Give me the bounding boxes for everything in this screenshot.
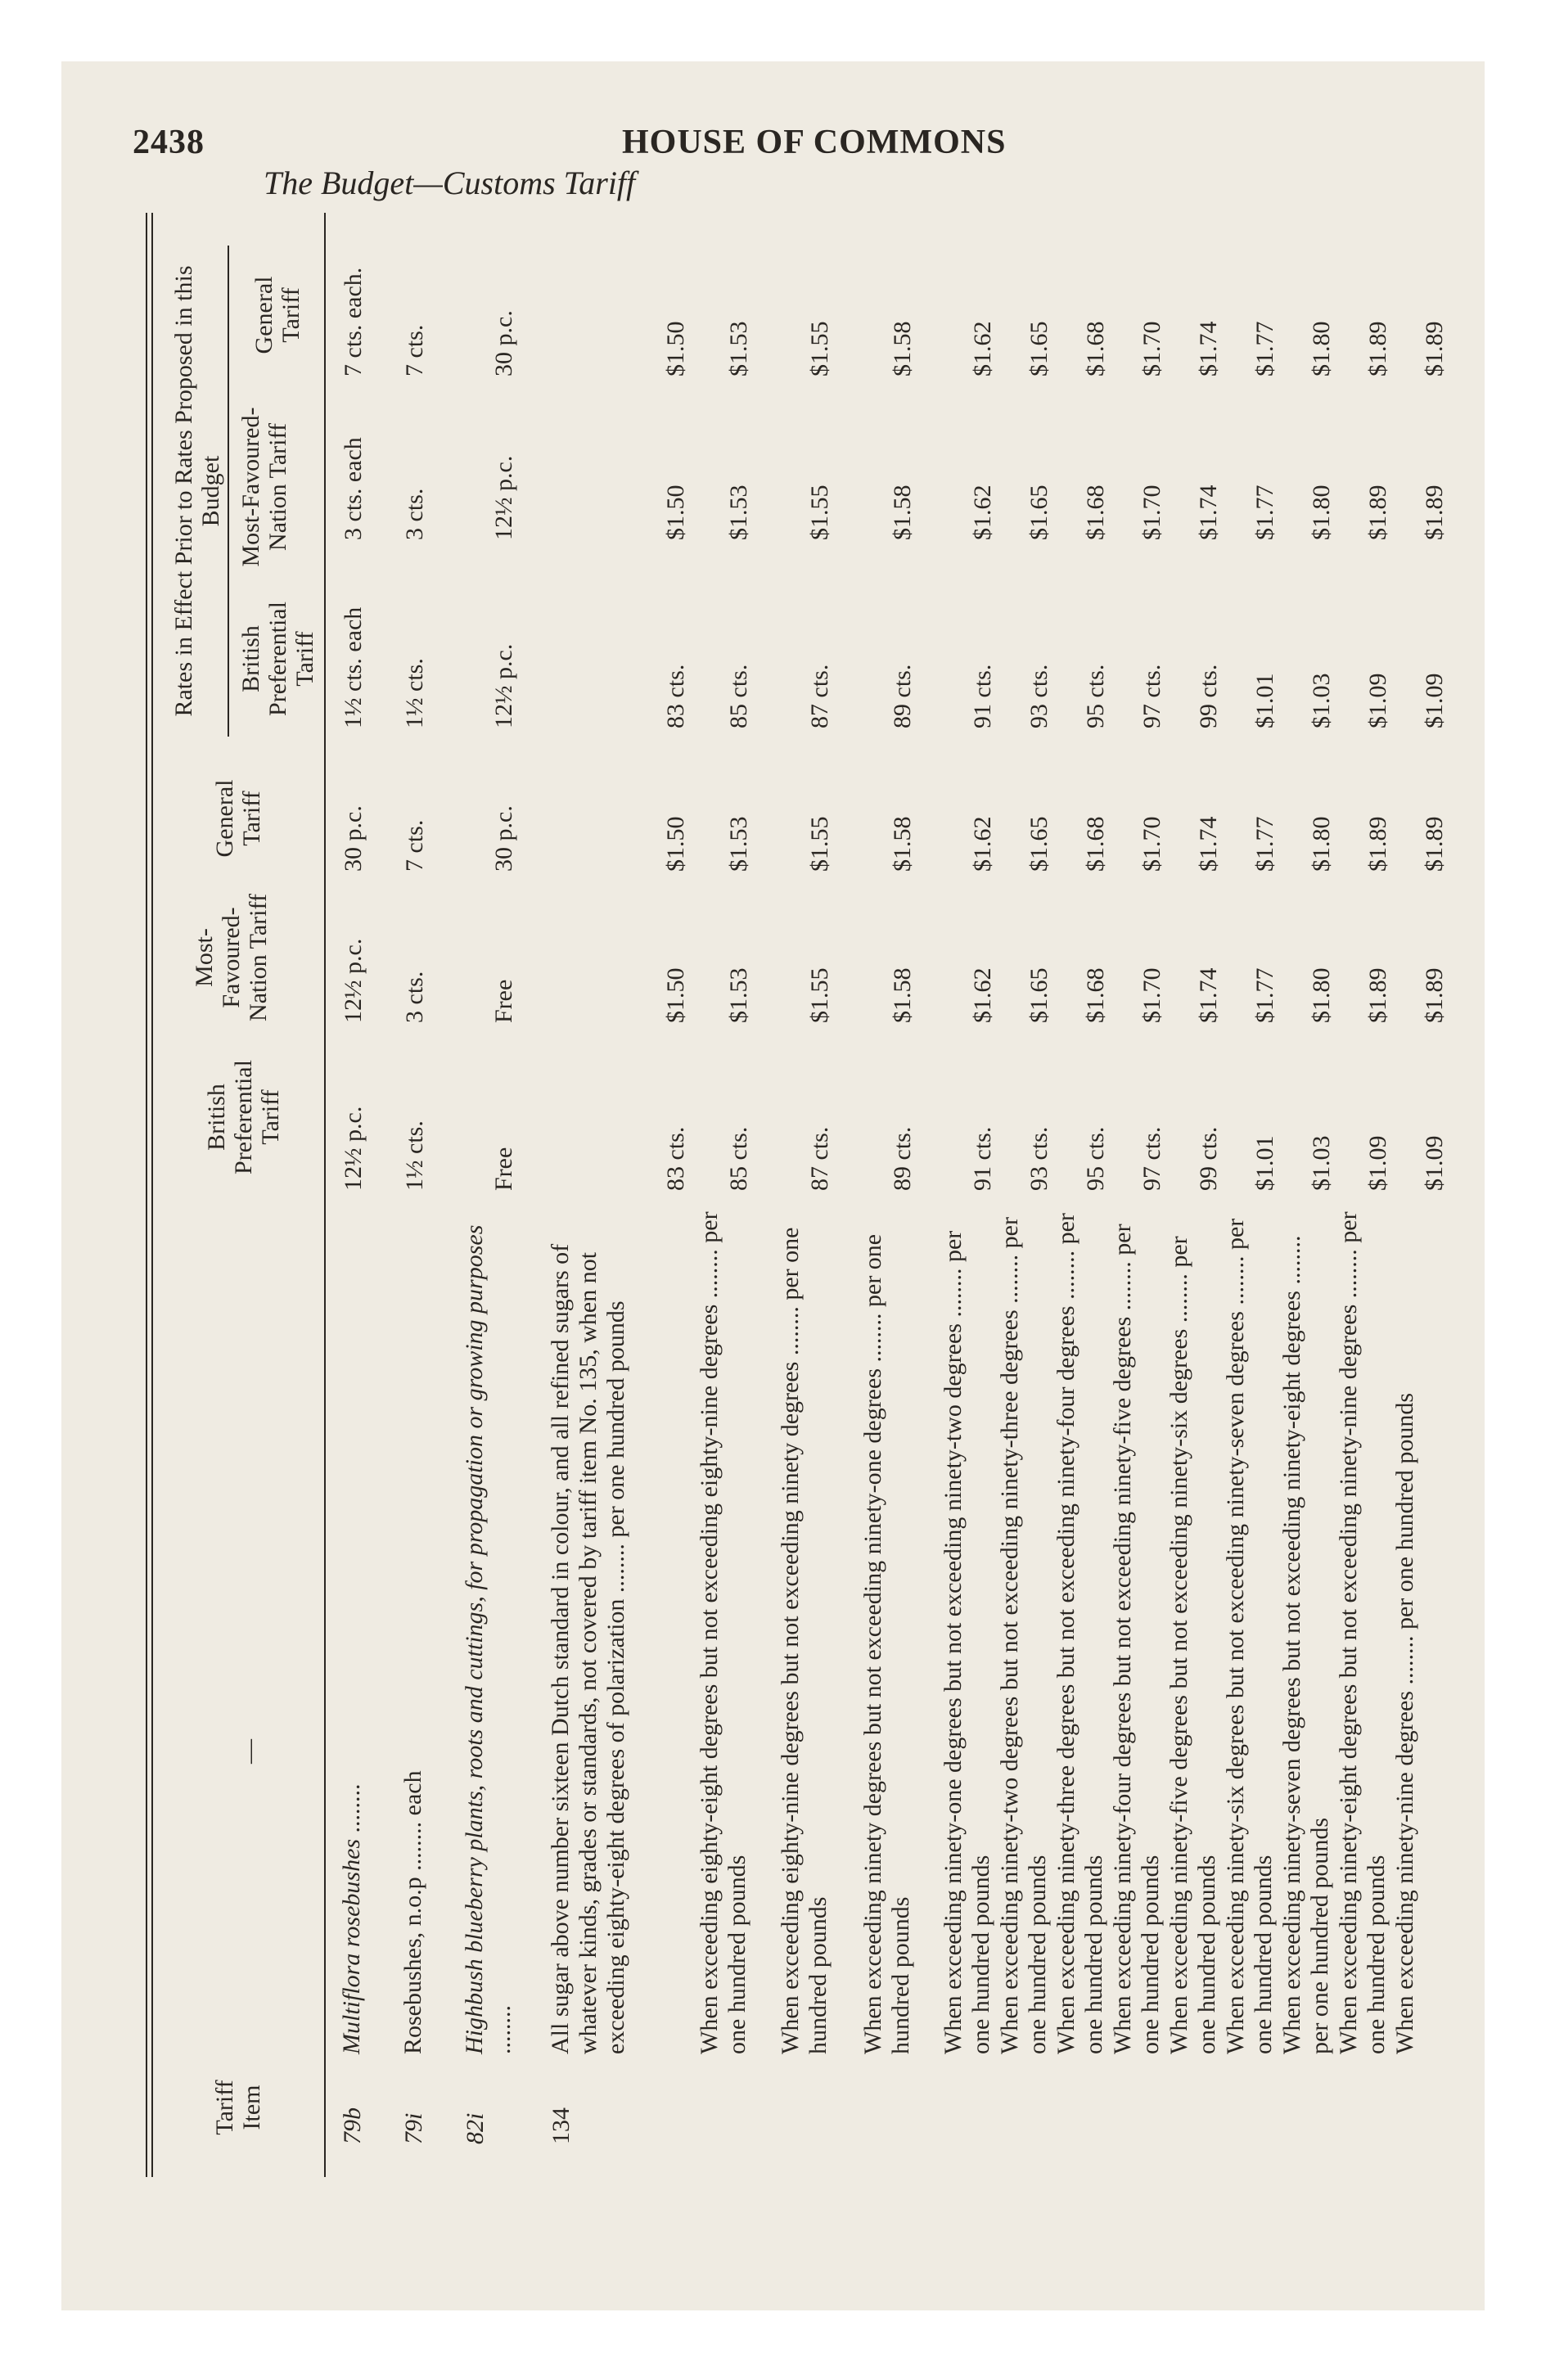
cell-gen: 7 cts. <box>401 819 428 872</box>
header-prior-mfn: Most-Favoured-Nation Tariff <box>237 407 291 567</box>
cell-bp: 91 cts. <box>969 1126 996 1191</box>
cell-gen: $1.53 <box>725 816 752 872</box>
cell-prior-bp: 87 cts. <box>806 664 833 728</box>
cell-mfn: $1.50 <box>662 967 689 1023</box>
cell-gen: $1.50 <box>662 816 689 872</box>
cell-gen: $1.74 <box>1195 816 1222 872</box>
cell-prior-gen: $1.68 <box>1082 321 1109 376</box>
description-text: Highbush blueberry plants, roots and cuttings, for propagation or growing purposes <box>461 1224 488 2054</box>
cell-prior-bp: 99 cts. <box>1195 664 1222 728</box>
cell-prior-gen: $1.55 <box>806 321 833 376</box>
cell-prior-gen: $1.89 <box>1421 321 1448 376</box>
tariff-item-number: 79i <box>400 2112 427 2144</box>
cell-prior-bp: 12½ p.c. <box>490 643 517 728</box>
header-description: — <box>236 1739 263 1764</box>
cell-prior-mfn: $1.89 <box>1364 485 1391 540</box>
item-description: When exceeding ninety-five degrees but not exceeding ninety-six degrees ........ per one hundred pounds <box>1165 1236 1220 2054</box>
header-prior-gen: General Tariff <box>250 276 304 354</box>
cell-gen: $1.77 <box>1251 816 1278 872</box>
description-suffix: per one hundred pounds <box>1391 1392 1418 1630</box>
cell-prior-mfn: $1.70 <box>1138 485 1165 540</box>
cell-bp: 93 cts. <box>1025 1126 1052 1191</box>
cell-gen: 30 p.c. <box>490 805 517 872</box>
cell-gen: 30 p.c. <box>340 805 367 872</box>
item-description: All sugar above number sixteen Dutch standard in colour, and all refined sugars of whatever kinds, grades or standards, not covered by tariff item No. 135, when not exceeding eighty-eight degrees of polarization ........ per one hundred pounds <box>547 1243 629 2054</box>
description-text: When exceeding ninety-four degrees but not exceeding ninety-five degrees <box>1109 1316 1136 2054</box>
cell-bp: $1.01 <box>1251 1135 1278 1191</box>
cell-prior-gen: $1.74 <box>1195 321 1222 376</box>
cell-bp: $1.09 <box>1364 1135 1391 1191</box>
prior-group-rule <box>228 246 229 737</box>
cell-mfn: $1.68 <box>1082 967 1109 1023</box>
cell-prior-mfn: $1.50 <box>662 485 689 540</box>
description-suffix: per one hundred pounds <box>602 1300 629 1538</box>
cell-prior-mfn: $1.65 <box>1025 485 1052 540</box>
cell-bp: 97 cts. <box>1138 1126 1165 1191</box>
cell-mfn: 12½ p.c. <box>340 938 367 1023</box>
cell-prior-bp: $1.09 <box>1421 673 1448 728</box>
description-suffix: per one hundred pounds <box>1222 1218 1277 2054</box>
cell-prior-gen: $1.65 <box>1025 321 1052 376</box>
description-suffix: per one hundred pounds <box>996 1217 1051 2054</box>
cell-prior-gen: $1.50 <box>662 321 689 376</box>
header-bp: British Preferential Tariff <box>203 1060 284 1174</box>
description-suffix: per one hundred pounds <box>859 1233 914 2054</box>
tariff-item-number: 134 <box>548 2107 575 2144</box>
description-suffix: per one hundred pounds <box>1165 1236 1220 2054</box>
cell-mfn: $1.62 <box>969 967 996 1023</box>
item-description: When exceeding ninety-seven degrees but not exceeding ninety-eight degrees ........ per one hundred pounds <box>1278 1235 1333 2054</box>
header-tariff-item: Tariff Item <box>211 2080 265 2135</box>
cell-prior-mfn: $1.80 <box>1308 485 1335 540</box>
cell-prior-mfn: $1.68 <box>1082 485 1109 540</box>
cell-mfn: $1.74 <box>1195 967 1222 1023</box>
description-text: When exceeding eighty-eight degrees but not exceeding eighty-nine degrees <box>696 1304 723 2054</box>
cell-prior-mfn: $1.58 <box>889 485 916 540</box>
item-description: When exceeding ninety-six degrees but not exceeding ninety-seven degrees ........ per one hundred pounds <box>1222 1218 1277 2054</box>
cell-mfn: $1.89 <box>1421 967 1448 1023</box>
description-suffix: each <box>399 1770 426 1816</box>
item-description: When exceeding ninety-three degrees but not exceeding ninety-four degrees ........ per one hundred pounds <box>1052 1213 1107 2054</box>
cell-mfn: $1.89 <box>1364 967 1391 1023</box>
cell-mfn: $1.70 <box>1138 967 1165 1023</box>
cell-prior-mfn: 3 cts. <box>401 488 428 540</box>
header-bottom-rule <box>324 213 326 2177</box>
cell-bp: $1.09 <box>1421 1135 1448 1191</box>
description-text: When exceeding ninety-six degrees but not exceeding ninety-seven degrees <box>1222 1311 1249 2054</box>
cell-prior-bp: 1½ cts. <box>401 658 428 728</box>
cell-prior-bp: 95 cts. <box>1082 664 1109 728</box>
header-prior-group: Rates in Effect Prior to Rates Proposed in this Budget <box>170 265 224 717</box>
cell-prior-gen: $1.80 <box>1308 321 1335 376</box>
header-mfn: Most-Favoured-Nation Tariff <box>191 894 272 1021</box>
description-text: When exceeding ninety-nine degrees <box>1391 1691 1418 2054</box>
item-description: When exceeding eighty-nine degrees but not exceeding ninety degrees ........ per one hundred pounds <box>777 1227 832 2054</box>
description-suffix: per one hundred pounds <box>940 1230 994 2054</box>
description-text: When exceeding ninety-seven degrees but not exceeding ninety-eight degrees <box>1278 1291 1305 2054</box>
cell-mfn: $1.65 <box>1025 967 1052 1023</box>
cell-prior-bp: 97 cts. <box>1138 664 1165 728</box>
cell-prior-mfn: $1.53 <box>725 485 752 540</box>
cell-prior-bp: 91 cts. <box>969 664 996 728</box>
cell-prior-gen: $1.62 <box>969 321 996 376</box>
cell-bp: 95 cts. <box>1082 1126 1109 1191</box>
item-description: When exceeding ninety-one degrees but not exceeding ninety-two degrees ........ per one hundred pounds <box>940 1230 994 2054</box>
cell-mfn: $1.58 <box>889 967 916 1023</box>
description-suffix: per one hundred pounds <box>696 1211 750 2054</box>
cell-prior-bp: $1.01 <box>1251 673 1278 728</box>
cell-prior-bp: 93 cts. <box>1025 664 1052 728</box>
item-description: When exceeding ninety degrees but not exceeding ninety-one degrees ........ per one hundred pounds <box>859 1233 914 2054</box>
cell-bp: 87 cts. <box>806 1126 833 1191</box>
tariff-item-number: 79b <box>339 2107 366 2144</box>
cell-mfn: $1.53 <box>725 967 752 1023</box>
description-suffix: per one hundred pounds <box>777 1227 832 2054</box>
cell-prior-bp: $1.09 <box>1364 673 1391 728</box>
subhead: The Budget—Customs Tariff <box>264 165 636 201</box>
cell-prior-bp: 1½ cts. each <box>340 606 367 728</box>
item-description: Multiflora rosebushes ........ <box>338 1783 365 2054</box>
cell-prior-mfn: 12½ p.c. <box>490 455 517 540</box>
item-description: When exceeding ninety-nine degrees ........ per one hundred pounds <box>1391 1392 1418 2054</box>
cell-prior-gen: $1.53 <box>725 321 752 376</box>
description-text: All sugar above number sixteen Dutch standard in colour, and all refined sugars of whatever kinds, grades or standards, not covered by tariff item No. 135, when not exceeding eighty-eight degrees of polarization <box>547 1243 629 2054</box>
cell-prior-gen: $1.58 <box>889 321 916 376</box>
item-description: Highbush blueberry plants, roots and cuttings, for propagation or growing purposes ........ <box>461 1224 516 2054</box>
item-description: When exceeding ninety-four degrees but not exceeding ninety-five degrees ........ per one hundred pounds <box>1109 1224 1164 2054</box>
cell-bp: 99 cts. <box>1195 1126 1222 1191</box>
description-text: Rosebushes, n.o.p <box>399 1877 426 2054</box>
cell-prior-gen: 30 p.c. <box>490 310 517 376</box>
tariff-item-number: 82i <box>462 2112 489 2144</box>
cell-prior-mfn: $1.77 <box>1251 485 1278 540</box>
cell-gen: $1.65 <box>1025 816 1052 872</box>
tariff-table <box>146 213 1448 2177</box>
cell-mfn: 3 cts. <box>401 971 428 1023</box>
cell-prior-gen: 7 cts. each. <box>340 267 367 376</box>
item-description: When exceeding eighty-eight degrees but not exceeding eighty-nine degrees ........ per one hundred pounds <box>696 1211 750 2054</box>
cell-mfn: $1.77 <box>1251 967 1278 1023</box>
description-text: When exceeding ninety-five degrees but not exceeding ninety-six degrees <box>1165 1328 1192 2054</box>
cell-prior-mfn: $1.74 <box>1195 485 1222 540</box>
header-prior-bp: British Preferential Tariff <box>237 602 318 716</box>
description-suffix: per one hundred pounds <box>1306 1817 1333 2054</box>
cell-prior-mfn: $1.55 <box>806 485 833 540</box>
cell-prior-gen: $1.89 <box>1364 321 1391 376</box>
description-suffix: per one hundred pounds <box>1109 1224 1164 2054</box>
description-suffix: per one hundred pounds <box>1335 1211 1390 2054</box>
cell-mfn: Free <box>490 979 517 1023</box>
item-description: When exceeding ninety-two degrees but not exceeding ninety-three degrees ........ per one hundred pounds <box>996 1217 1051 2054</box>
cell-gen: $1.68 <box>1082 816 1109 872</box>
description-text: When exceeding ninety-one degrees but not exceeding ninety-two degrees <box>940 1323 967 2054</box>
cell-prior-mfn: $1.89 <box>1421 485 1448 540</box>
running-head: HOUSE OF COMMONS <box>622 124 1007 161</box>
table-top-rule-inner <box>151 213 153 2177</box>
page-number: 2438 <box>133 124 205 161</box>
description-text: Multiflora rosebushes <box>338 1838 365 2054</box>
cell-bp: 12½ p.c. <box>340 1106 367 1191</box>
cell-prior-bp: 85 cts. <box>725 664 752 728</box>
cell-bp: 83 cts. <box>662 1126 689 1191</box>
cell-prior-mfn: $1.62 <box>969 485 996 540</box>
item-description: Rosebushes, n.o.p ........ each <box>399 1770 426 2054</box>
cell-prior-bp: $1.03 <box>1308 673 1335 728</box>
description-text: When exceeding ninety-three degrees but not exceeding ninety-four degrees <box>1052 1305 1079 2054</box>
cell-prior-bp: 89 cts. <box>889 664 916 728</box>
cell-prior-gen: $1.77 <box>1251 321 1278 376</box>
description-text: When exceeding ninety-two degrees but not exceeding ninety-three degrees <box>996 1309 1023 2054</box>
description-suffix: per one hundred pounds <box>1052 1213 1107 2054</box>
cell-gen: $1.80 <box>1308 816 1335 872</box>
cell-gen: $1.70 <box>1138 816 1165 872</box>
description-text: When exceeding eighty-nine degrees but not exceeding ninety degrees <box>777 1361 804 2054</box>
cell-mfn: $1.80 <box>1308 967 1335 1023</box>
table-top-rule <box>146 213 147 2177</box>
header-gen: General Tariff <box>211 779 265 858</box>
cell-prior-gen: $1.70 <box>1138 321 1165 376</box>
cell-prior-mfn: 3 cts. each <box>340 437 367 540</box>
cell-bp: Free <box>490 1147 517 1191</box>
cell-mfn: $1.55 <box>806 967 833 1023</box>
cell-prior-gen: 7 cts. <box>401 324 428 376</box>
cell-gen: $1.89 <box>1364 816 1391 872</box>
cell-bp: 85 cts. <box>725 1126 752 1191</box>
description-text: When exceeding ninety degrees but not exceeding ninety-one degrees <box>859 1368 886 2054</box>
cell-bp: $1.03 <box>1308 1135 1335 1191</box>
cell-gen: $1.55 <box>806 816 833 872</box>
cell-bp: 1½ cts. <box>401 1120 428 1191</box>
cell-gen: $1.62 <box>969 816 996 872</box>
cell-prior-bp: 83 cts. <box>662 664 689 728</box>
cell-gen: $1.58 <box>889 816 916 872</box>
cell-bp: 89 cts. <box>889 1126 916 1191</box>
item-description: When exceeding ninety-eight degrees but not exceeding ninety-nine degrees ........ per one hundred pounds <box>1335 1211 1390 2054</box>
cell-gen: $1.89 <box>1421 816 1448 872</box>
description-text: When exceeding ninety-eight degrees but not exceeding ninety-nine degrees <box>1335 1304 1362 2054</box>
